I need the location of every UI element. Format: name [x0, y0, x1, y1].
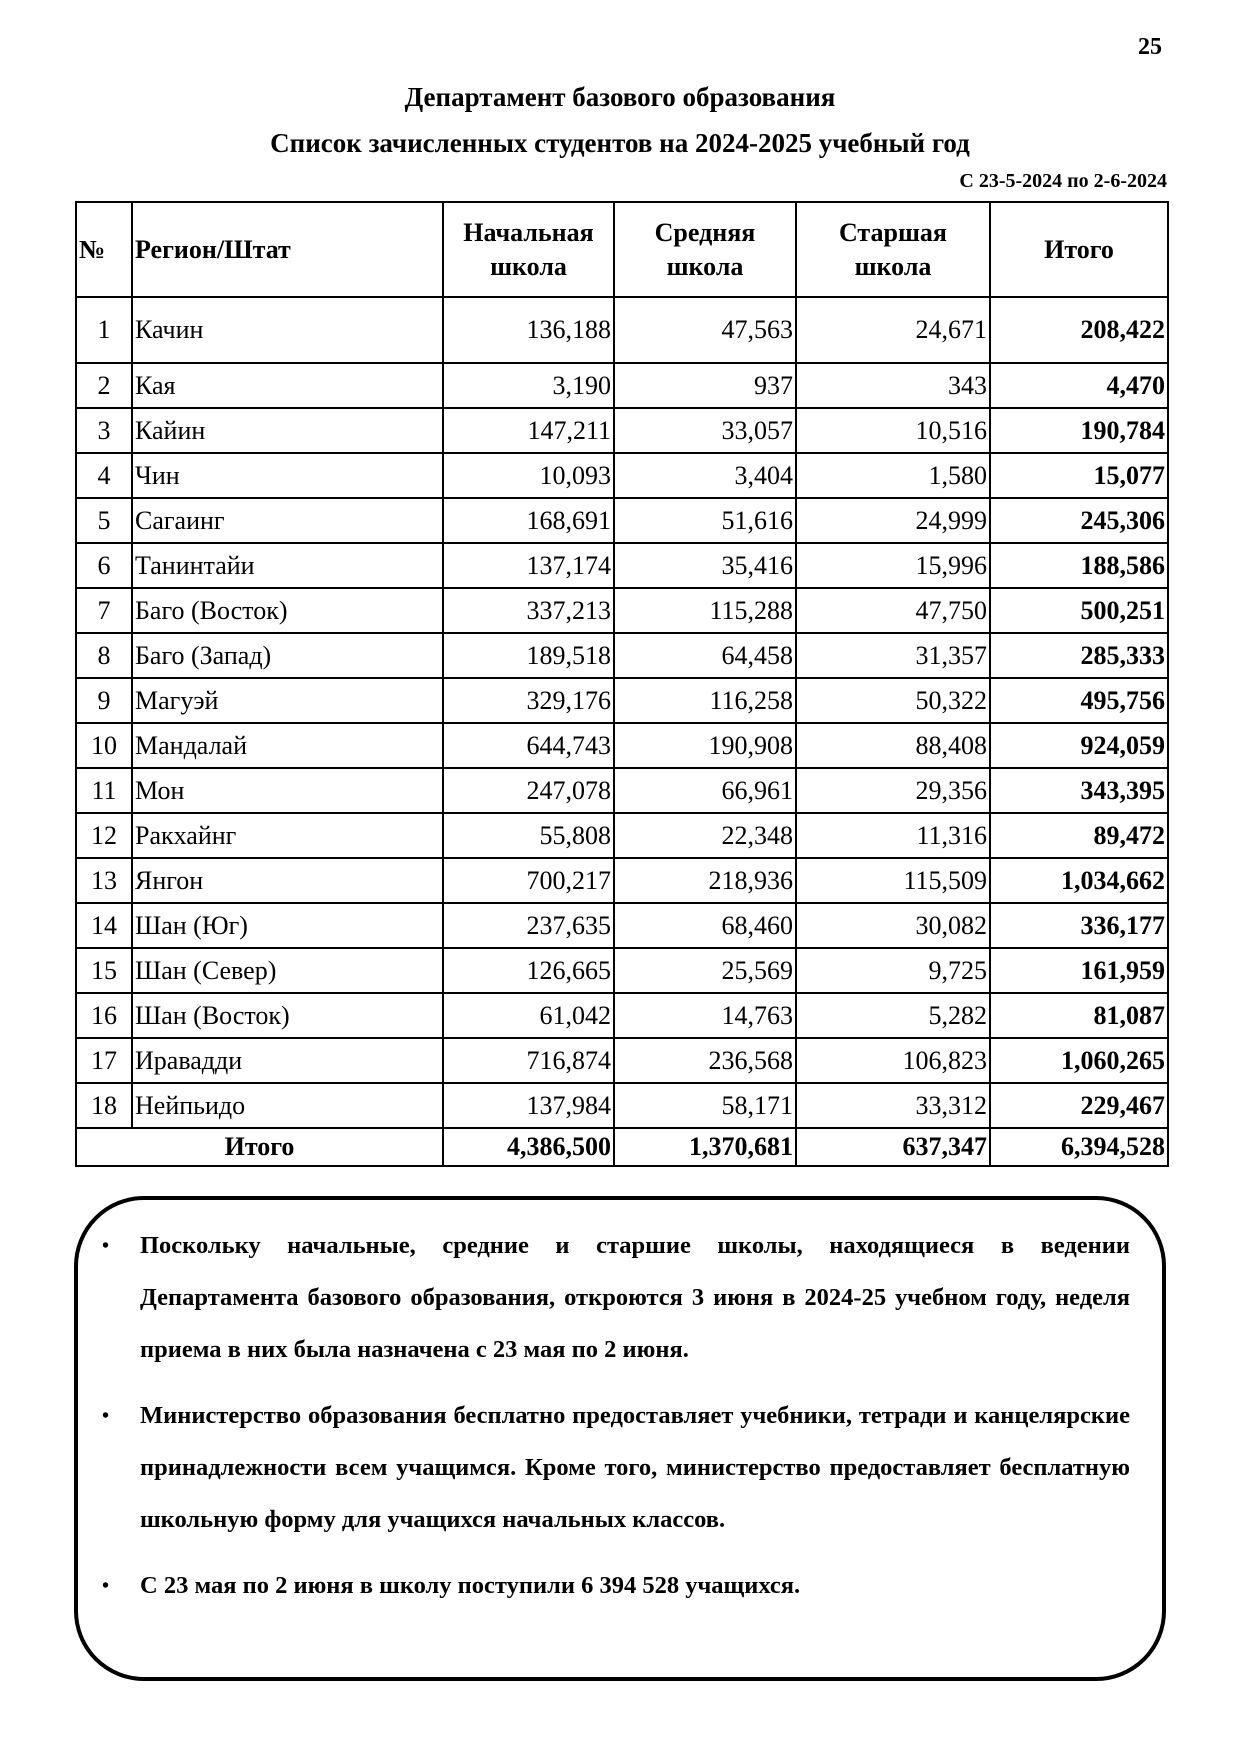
cell-middle: 35,416 — [614, 543, 796, 588]
cell-region: Ракхайнг — [132, 813, 443, 858]
cell-primary: 3,190 — [443, 363, 614, 408]
note-text: Министерство образования бесплатно предоставляет учебники, тетради и канцелярские принадлежности всем учащимся. Кроме того, министерство предоставляет бесплатную школьную форму для учащихся начальных классов. — [140, 1402, 1130, 1533]
cell-total: 1,060,265 — [990, 1038, 1168, 1083]
cell-primary: 147,211 — [443, 408, 614, 453]
cell-total: 343,395 — [990, 768, 1168, 813]
footer-total: 6,394,528 — [990, 1128, 1168, 1166]
cell-total: 229,467 — [990, 1083, 1168, 1128]
cell-total: 89,472 — [990, 813, 1168, 858]
cell-high: 24,671 — [796, 297, 990, 363]
cell-high: 10,516 — [796, 408, 990, 453]
footer-middle: 1,370,681 — [614, 1128, 796, 1166]
cell-high: 11,316 — [796, 813, 990, 858]
cell-middle: 51,616 — [614, 498, 796, 543]
cell-region: Мон — [132, 768, 443, 813]
cell-primary: 189,518 — [443, 633, 614, 678]
cell-number: 9 — [76, 678, 132, 723]
cell-primary: 10,093 — [443, 453, 614, 498]
cell-middle: 33,057 — [614, 408, 796, 453]
header-middle-line2: школа — [666, 251, 744, 281]
cell-total: 15,077 — [990, 453, 1168, 498]
cell-high: 15,996 — [796, 543, 990, 588]
cell-number: 10 — [76, 723, 132, 768]
cell-high: 106,823 — [796, 1038, 990, 1083]
notes-box — [74, 1196, 1166, 1681]
footer-high: 637,347 — [796, 1128, 990, 1166]
cell-primary: 55,808 — [443, 813, 614, 858]
cell-number: 3 — [76, 408, 132, 453]
cell-number: 12 — [76, 813, 132, 858]
cell-number: 1 — [76, 297, 132, 363]
cell-region: Иравадди — [132, 1038, 443, 1083]
cell-region: Шан (Север) — [132, 948, 443, 993]
cell-region: Баго (Запад) — [132, 633, 443, 678]
cell-high: 115,509 — [796, 858, 990, 903]
bullet-icon: • — [102, 1235, 110, 1257]
cell-region: Сагаинг — [132, 498, 443, 543]
table-row — [76, 678, 1168, 723]
table-row — [76, 633, 1168, 678]
document-title: Список зачисленных студентов на 2024-2025 учебный год — [270, 128, 970, 158]
cell-middle: 937 — [614, 363, 796, 408]
table-row — [76, 498, 1168, 543]
footer-label: Итого — [76, 1128, 443, 1166]
header-middle — [614, 202, 796, 297]
cell-total: 188,586 — [990, 543, 1168, 588]
cell-number: 13 — [76, 858, 132, 903]
table-row — [76, 408, 1168, 453]
cell-total: 285,333 — [990, 633, 1168, 678]
cell-total: 190,784 — [990, 408, 1168, 453]
note-item — [102, 1220, 1130, 1376]
cell-region: Баго (Восток) — [132, 588, 443, 633]
table-row — [76, 1083, 1168, 1128]
table-row — [76, 993, 1168, 1038]
cell-total: 208,422 — [990, 297, 1168, 363]
cell-middle: 64,458 — [614, 633, 796, 678]
cell-primary: 247,078 — [443, 768, 614, 813]
cell-region: Нейпьидо — [132, 1083, 443, 1128]
header-region: Регион/Штат — [132, 202, 443, 297]
cell-middle: 190,908 — [614, 723, 796, 768]
cell-high: 50,322 — [796, 678, 990, 723]
cell-middle: 218,936 — [614, 858, 796, 903]
cell-number: 4 — [76, 453, 132, 498]
table-row — [76, 453, 1168, 498]
department-title: Департамент базового образования — [404, 82, 836, 112]
cell-number: 2 — [76, 363, 132, 408]
table-row — [76, 588, 1168, 633]
header-high-line2: школа — [854, 251, 932, 281]
enrollment-table — [75, 201, 1169, 1167]
cell-high: 33,312 — [796, 1083, 990, 1128]
cell-high: 88,408 — [796, 723, 990, 768]
cell-middle: 47,563 — [614, 297, 796, 363]
cell-total: 1,034,662 — [990, 858, 1168, 903]
cell-total: 4,470 — [990, 363, 1168, 408]
cell-region: Чин — [132, 453, 443, 498]
cell-primary: 337,213 — [443, 588, 614, 633]
header-primary-line2: школа — [490, 251, 567, 281]
table-row — [76, 543, 1168, 588]
table-row — [76, 723, 1168, 768]
header-high — [796, 202, 990, 297]
notes-list — [102, 1220, 1130, 1626]
header-total: Итого — [990, 202, 1168, 297]
cell-middle: 22,348 — [614, 813, 796, 858]
cell-region: Танинтайи — [132, 543, 443, 588]
table-body — [76, 297, 1168, 1128]
cell-primary: 644,743 — [443, 723, 614, 768]
cell-total: 924,059 — [990, 723, 1168, 768]
cell-primary: 716,874 — [443, 1038, 614, 1083]
table-row — [76, 1038, 1168, 1083]
cell-high: 343 — [796, 363, 990, 408]
page-number: 25 — [1138, 34, 1162, 60]
header-primary — [443, 202, 614, 297]
cell-region: Кая — [132, 363, 443, 408]
cell-number: 16 — [76, 993, 132, 1038]
cell-number: 5 — [76, 498, 132, 543]
cell-total: 161,959 — [990, 948, 1168, 993]
cell-total: 500,251 — [990, 588, 1168, 633]
cell-primary: 61,042 — [443, 993, 614, 1038]
footer-primary: 4,386,500 — [443, 1128, 614, 1166]
cell-primary: 136,188 — [443, 297, 614, 363]
table-row — [76, 297, 1168, 363]
cell-high: 5,282 — [796, 993, 990, 1038]
date-range: С 23-5-2024 по 2-6-2024 — [959, 170, 1167, 192]
cell-number: 7 — [76, 588, 132, 633]
cell-number: 8 — [76, 633, 132, 678]
table-row — [76, 858, 1168, 903]
cell-total: 81,087 — [990, 993, 1168, 1038]
cell-region: Качин — [132, 297, 443, 363]
cell-primary: 237,635 — [443, 903, 614, 948]
cell-number: 11 — [76, 768, 132, 813]
header-middle-line1: Средняя — [654, 217, 756, 247]
header-number: № — [76, 202, 132, 297]
cell-middle: 25,569 — [614, 948, 796, 993]
cell-region: Кайин — [132, 408, 443, 453]
cell-primary: 168,691 — [443, 498, 614, 543]
table-row — [76, 948, 1168, 993]
cell-middle: 66,961 — [614, 768, 796, 813]
cell-high: 31,357 — [796, 633, 990, 678]
table-row — [76, 903, 1168, 948]
table-row — [76, 768, 1168, 813]
cell-region: Шан (Юг) — [132, 903, 443, 948]
cell-region: Янгон — [132, 858, 443, 903]
cell-primary: 329,176 — [443, 678, 614, 723]
cell-high: 30,082 — [796, 903, 990, 948]
note-item — [102, 1390, 1130, 1546]
cell-high: 29,356 — [796, 768, 990, 813]
cell-primary: 137,174 — [443, 543, 614, 588]
cell-primary: 700,217 — [443, 858, 614, 903]
cell-middle: 58,171 — [614, 1083, 796, 1128]
cell-region: Магуэй — [132, 678, 443, 723]
cell-middle: 14,763 — [614, 993, 796, 1038]
cell-high: 9,725 — [796, 948, 990, 993]
bullet-icon: • — [102, 1575, 110, 1597]
cell-high: 47,750 — [796, 588, 990, 633]
table-row — [76, 363, 1168, 408]
table-header-row — [76, 202, 1168, 297]
table-footer-row — [76, 1128, 1168, 1166]
cell-primary: 137,984 — [443, 1083, 614, 1128]
note-text: Поскольку начальные, средние и старшие школы, находящиеся в ведении Департамента базового образования, откроются 3 июня в 2024-25 учебном году, неделя приема в них была назначена с 23 мая по 2 июня. — [140, 1232, 1130, 1363]
note-text: С 23 мая по 2 июня в школу поступили 6 394 528 учащихся. — [140, 1572, 801, 1599]
header-primary-line1: Начальная — [463, 217, 594, 247]
cell-number: 17 — [76, 1038, 132, 1083]
cell-number: 6 — [76, 543, 132, 588]
cell-middle: 68,460 — [614, 903, 796, 948]
note-item — [102, 1560, 1130, 1612]
cell-number: 18 — [76, 1083, 132, 1128]
cell-region: Мандалай — [132, 723, 443, 768]
cell-number: 15 — [76, 948, 132, 993]
cell-high: 1,580 — [796, 453, 990, 498]
cell-middle: 115,288 — [614, 588, 796, 633]
cell-region: Шан (Восток) — [132, 993, 443, 1038]
cell-middle: 3,404 — [614, 453, 796, 498]
cell-primary: 126,665 — [443, 948, 614, 993]
header-high-line1: Старшая — [839, 217, 947, 247]
table-row — [76, 813, 1168, 858]
bullet-icon: • — [102, 1405, 110, 1427]
cell-middle: 116,258 — [614, 678, 796, 723]
cell-high: 24,999 — [796, 498, 990, 543]
cell-total: 495,756 — [990, 678, 1168, 723]
cell-middle: 236,568 — [614, 1038, 796, 1083]
cell-total: 336,177 — [990, 903, 1168, 948]
cell-number: 14 — [76, 903, 132, 948]
cell-total: 245,306 — [990, 498, 1168, 543]
